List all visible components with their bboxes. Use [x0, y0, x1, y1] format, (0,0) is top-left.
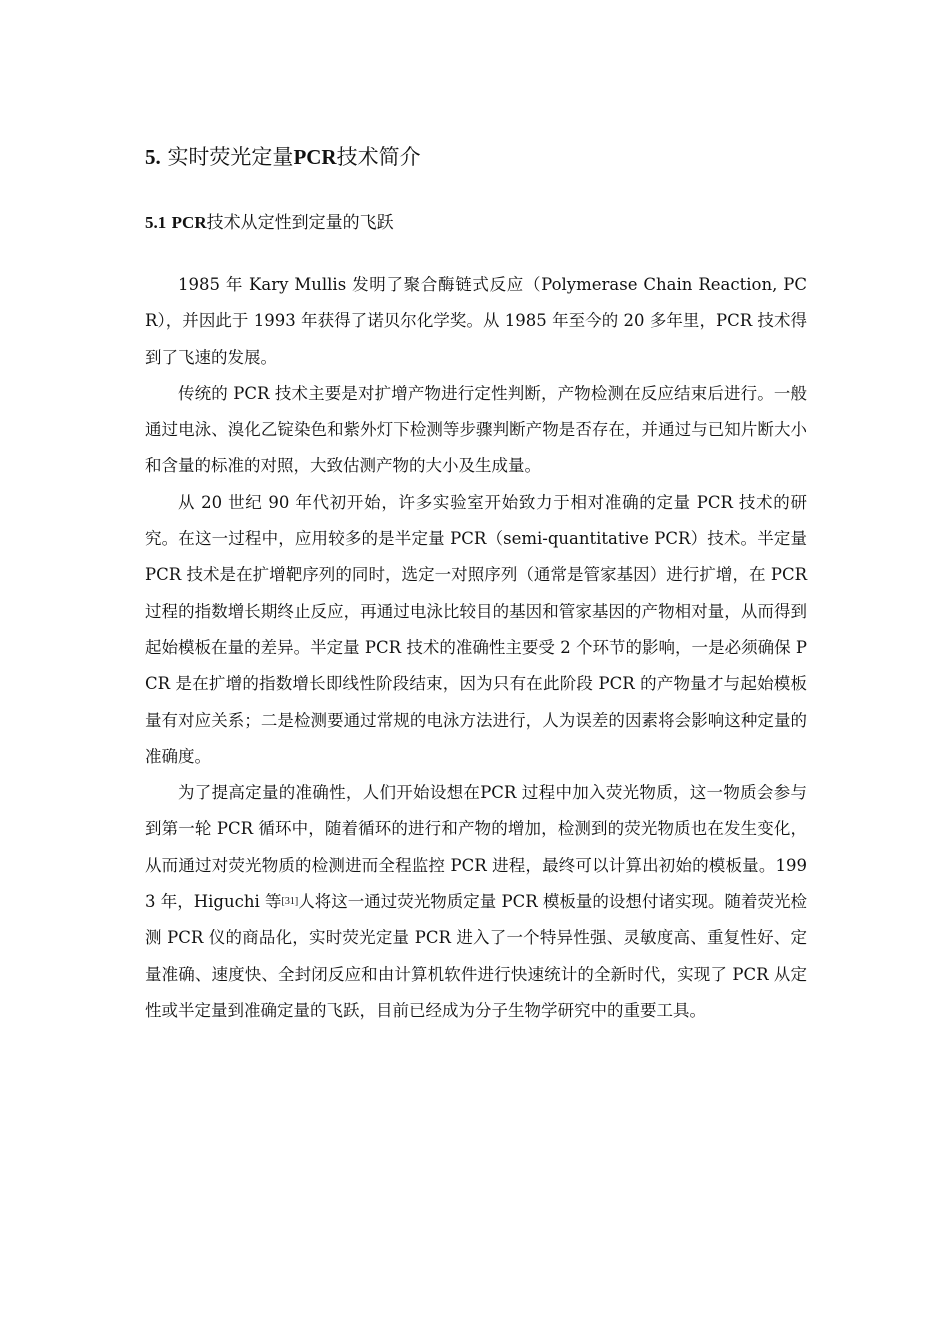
- chapter-heading: [145, 142, 805, 172]
- section-title-suffix: 技术从定性到定量的飞跃: [206, 213, 394, 233]
- body-text: [145, 267, 807, 1029]
- chapter-number: 5.: [145, 145, 161, 169]
- paragraph-1: 1985 年 Kary Mullis 发明了聚合酶链式反应（Polymerase Chain Reaction, PCR），并因此于 1993 年获得了诺贝尔化学奖。从 1985 年至今的 20 多年里，PCR 技术得到了飞速的发展。: [145, 275, 808, 367]
- paragraph-3: 从 20 世纪 90 年代初开始，许多实验室开始致力于相对准确的定量 PCR 技术的研究。在这一过程中，应用较多的是半定量 PCR（semi-quantitative PCR）技术。半定量 PCR 技术是在扩增靶序列的同时，选定一对照序列（通常是管家基因）进行扩增，在 PCR 过程的指数增长期终止反应，再通过电泳比较目的基因和管家基因的产物相对量，从而得到起始模板在量的差异。半定量 PCR 技术的准确性主要受 2 个环节的影响，一是必须确保 PCR 是在扩增的指数增长即线性阶段结束，因为只有在此阶段 PCR 的产物量才与起始模板量有对应关系；二是检测要通过常规的电泳方法进行，人为误差的因素将会影响这种定量的准确度。: [145, 492, 807, 766]
- section-title-pcr: PCR: [171, 213, 207, 232]
- paragraph-4-text-a: 为了提高定量的准确性，人们开始设想在PCR 过程中加入荧光物质，这一物质会参与到第一轮 PCR 循环中，随着循环的进行和产物的增加，检测到的荧光物质也在发生变化，从而通过对荧光物质的检测进而全程监控 PCR 进程，最终可以计算出初始的模板量。1993 年，Higuchi 等: [145, 783, 807, 912]
- paragraph-4-text-b: 人将这一通过荧光物质定量 PCR 模板量的设想付诸实现。随着荧光检测 PCR 仪的商品化，实时荧光定量 PCR 进入了一个特异性强、灵敏度高、重复性好、定量准确、速度快、全封闭反应和由计算机软件进行快速统计的全新时代，实现了 PCR 从定性或半定量到准确定量的飞跃，目前已经成为分子生物学研究中的重要工具。: [145, 892, 807, 1020]
- chapter-title-pcr: PCR: [293, 145, 337, 169]
- section-heading: [145, 210, 805, 236]
- paragraph-4: [145, 775, 807, 1029]
- chapter-title-prefix: 实时荧光定量: [167, 145, 294, 169]
- paragraph-2: 传统的 PCR 技术主要是对扩增产物进行定性判断，产物检测在反应结束后进行。一般通过电泳、溴化乙锭染色和紫外灯下检测等步骤判断产物是否存在，并通过与已知片断大小和含量的标准的对照，大致估测产物的大小及生成量。: [145, 383, 807, 476]
- citation-reference[interactable]: [31]: [281, 896, 299, 908]
- section-number: 5.1: [145, 213, 167, 232]
- chapter-title-suffix: 技术简介: [336, 145, 421, 169]
